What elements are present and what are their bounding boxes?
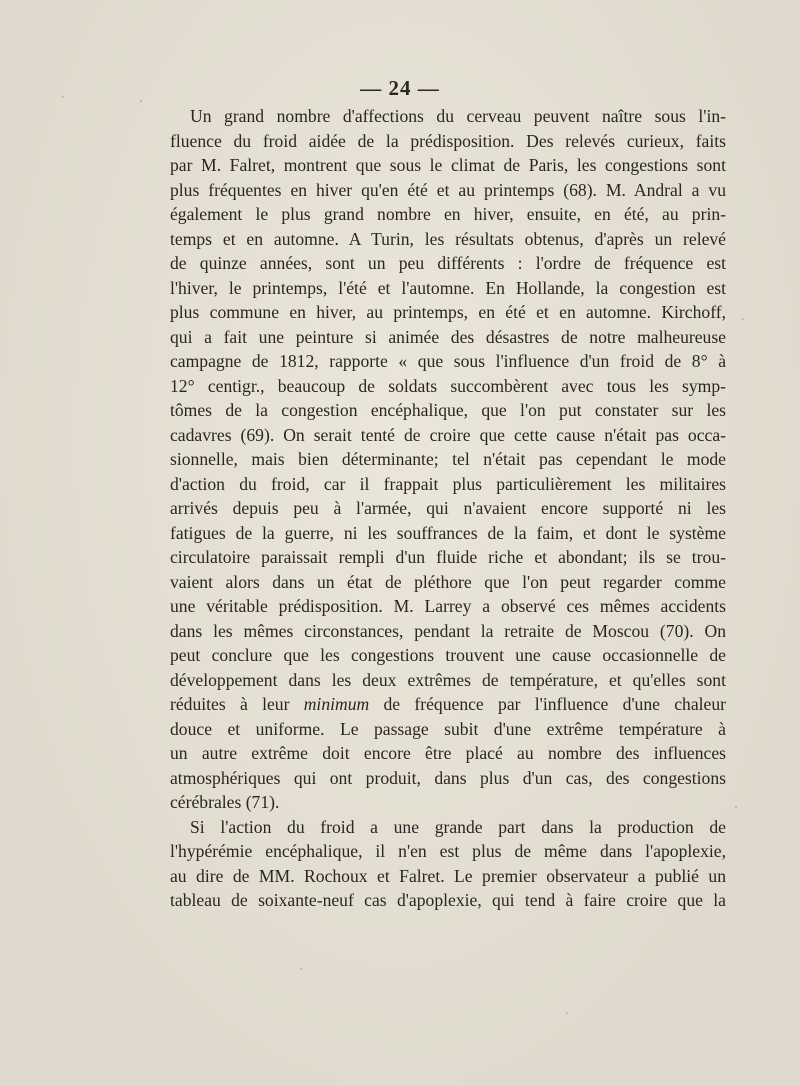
text-line: Si l'action du froid a une grande part dans la production de [190,816,726,837]
page-number: — 24 — [360,76,440,100]
paper-speck [140,100,142,102]
italic-term: minimum [303,694,370,714]
text-line: également le plus grand nombre en hiver, ensuite, en été, au prin- [170,204,726,224]
text-line: tômes de la congestion encéphalique, que l'on put constater sur les [170,400,726,420]
text-line: un autre extrême doit encore être placé au nombre des influences [170,743,726,763]
paper-speck [742,318,744,320]
text-line: Un grand nombre d'affections du cerveau peuvent naître sous l'in- [190,106,726,126]
text-line: fluence du froid aidée de la prédisposition. Des relevés curieux, faits [170,130,726,151]
text-line: une véritable prédisposition. M. Larrey a observé ces mêmes accidents [170,596,726,616]
text-line: atmosphériques qui ont produit, dans plus d'un cas, des congestions [170,767,726,788]
text-line: l'hiver, le printemps, l'été et l'automne. En Hollande, la congestion est [170,277,726,298]
text-line: développement dans les deux extrêmes de température, et qu'elles sont [170,669,726,690]
text-line: de quinze années, sont un peu différents : l'ordre de fréquence est [170,253,726,273]
text-line: circulatoire paraissait rempli d'un fluide riche et abondant; ils se trou- [170,547,726,567]
text-line: réduites à leur minimum de fréquence par l'influence d'une chaleur [170,694,726,714]
text-line: 12° centigr., beaucoup de soldats succombèrent avec tous les symp- [170,375,726,396]
text-line: d'action du froid, car il frappait plus particulièrement les militaires [170,473,726,494]
text-line: sionnelle, mais bien déterminante; tel n'était pas cependant le mode [170,449,726,469]
paper-speck [566,1012,568,1014]
paper-speck [735,806,737,808]
text-line: au dire de MM. Rochoux et Falret. Le premier observateur a publié un [170,865,726,886]
body-text [170,104,726,913]
text-line: douce et uniforme. Le passage subit d'une extrême température à [170,718,726,739]
text-line: plus commune en hiver, au printemps, en été et en automne. Kirchoff, [170,302,726,322]
text-line: campagne de 1812, rapporte « que sous l'influence d'un froid de 8° à [170,351,726,371]
text-line: tableau de soixante-neuf cas d'apoplexie, qui tend à faire croire que la [170,890,726,910]
text-line: temps et en automne. A Turin, les résultats obtenus, d'après un relevé [170,228,726,249]
text-line: l'hypérémie encéphalique, il n'en est plus de même dans l'apoplexie, [170,841,726,861]
text-line: par M. Falret, montrent que sous le climat de Paris, les congestions sont [170,155,726,175]
text-line: qui a fait une peinture si animée des désastres de notre malheureuse [170,326,726,347]
text-line: cadavres (69). On serait tenté de croire que cette cause n'était pas occa- [170,424,726,445]
text-line: dans les mêmes circonstances, pendant la retraite de Moscou (70). On [170,620,726,641]
paper-speck [300,968,302,970]
text-line: cérébrales (71). [170,792,280,812]
text-line: arrivés depuis peu à l'armée, qui n'avaient encore supporté ni les [170,498,726,518]
paper-speck [62,96,64,98]
text-line: vaient alors dans un état de pléthore que l'on peut regarder comme [170,571,726,592]
text-line: peut conclure que les congestions trouvent une cause occasionnelle de [170,645,726,665]
text-line: plus fréquentes en hiver qu'en été et au printemps (68). M. Andral a vu [170,179,726,200]
text-line: fatigues de la guerre, ni les souffrances de la faim, et dont le système [170,522,726,543]
